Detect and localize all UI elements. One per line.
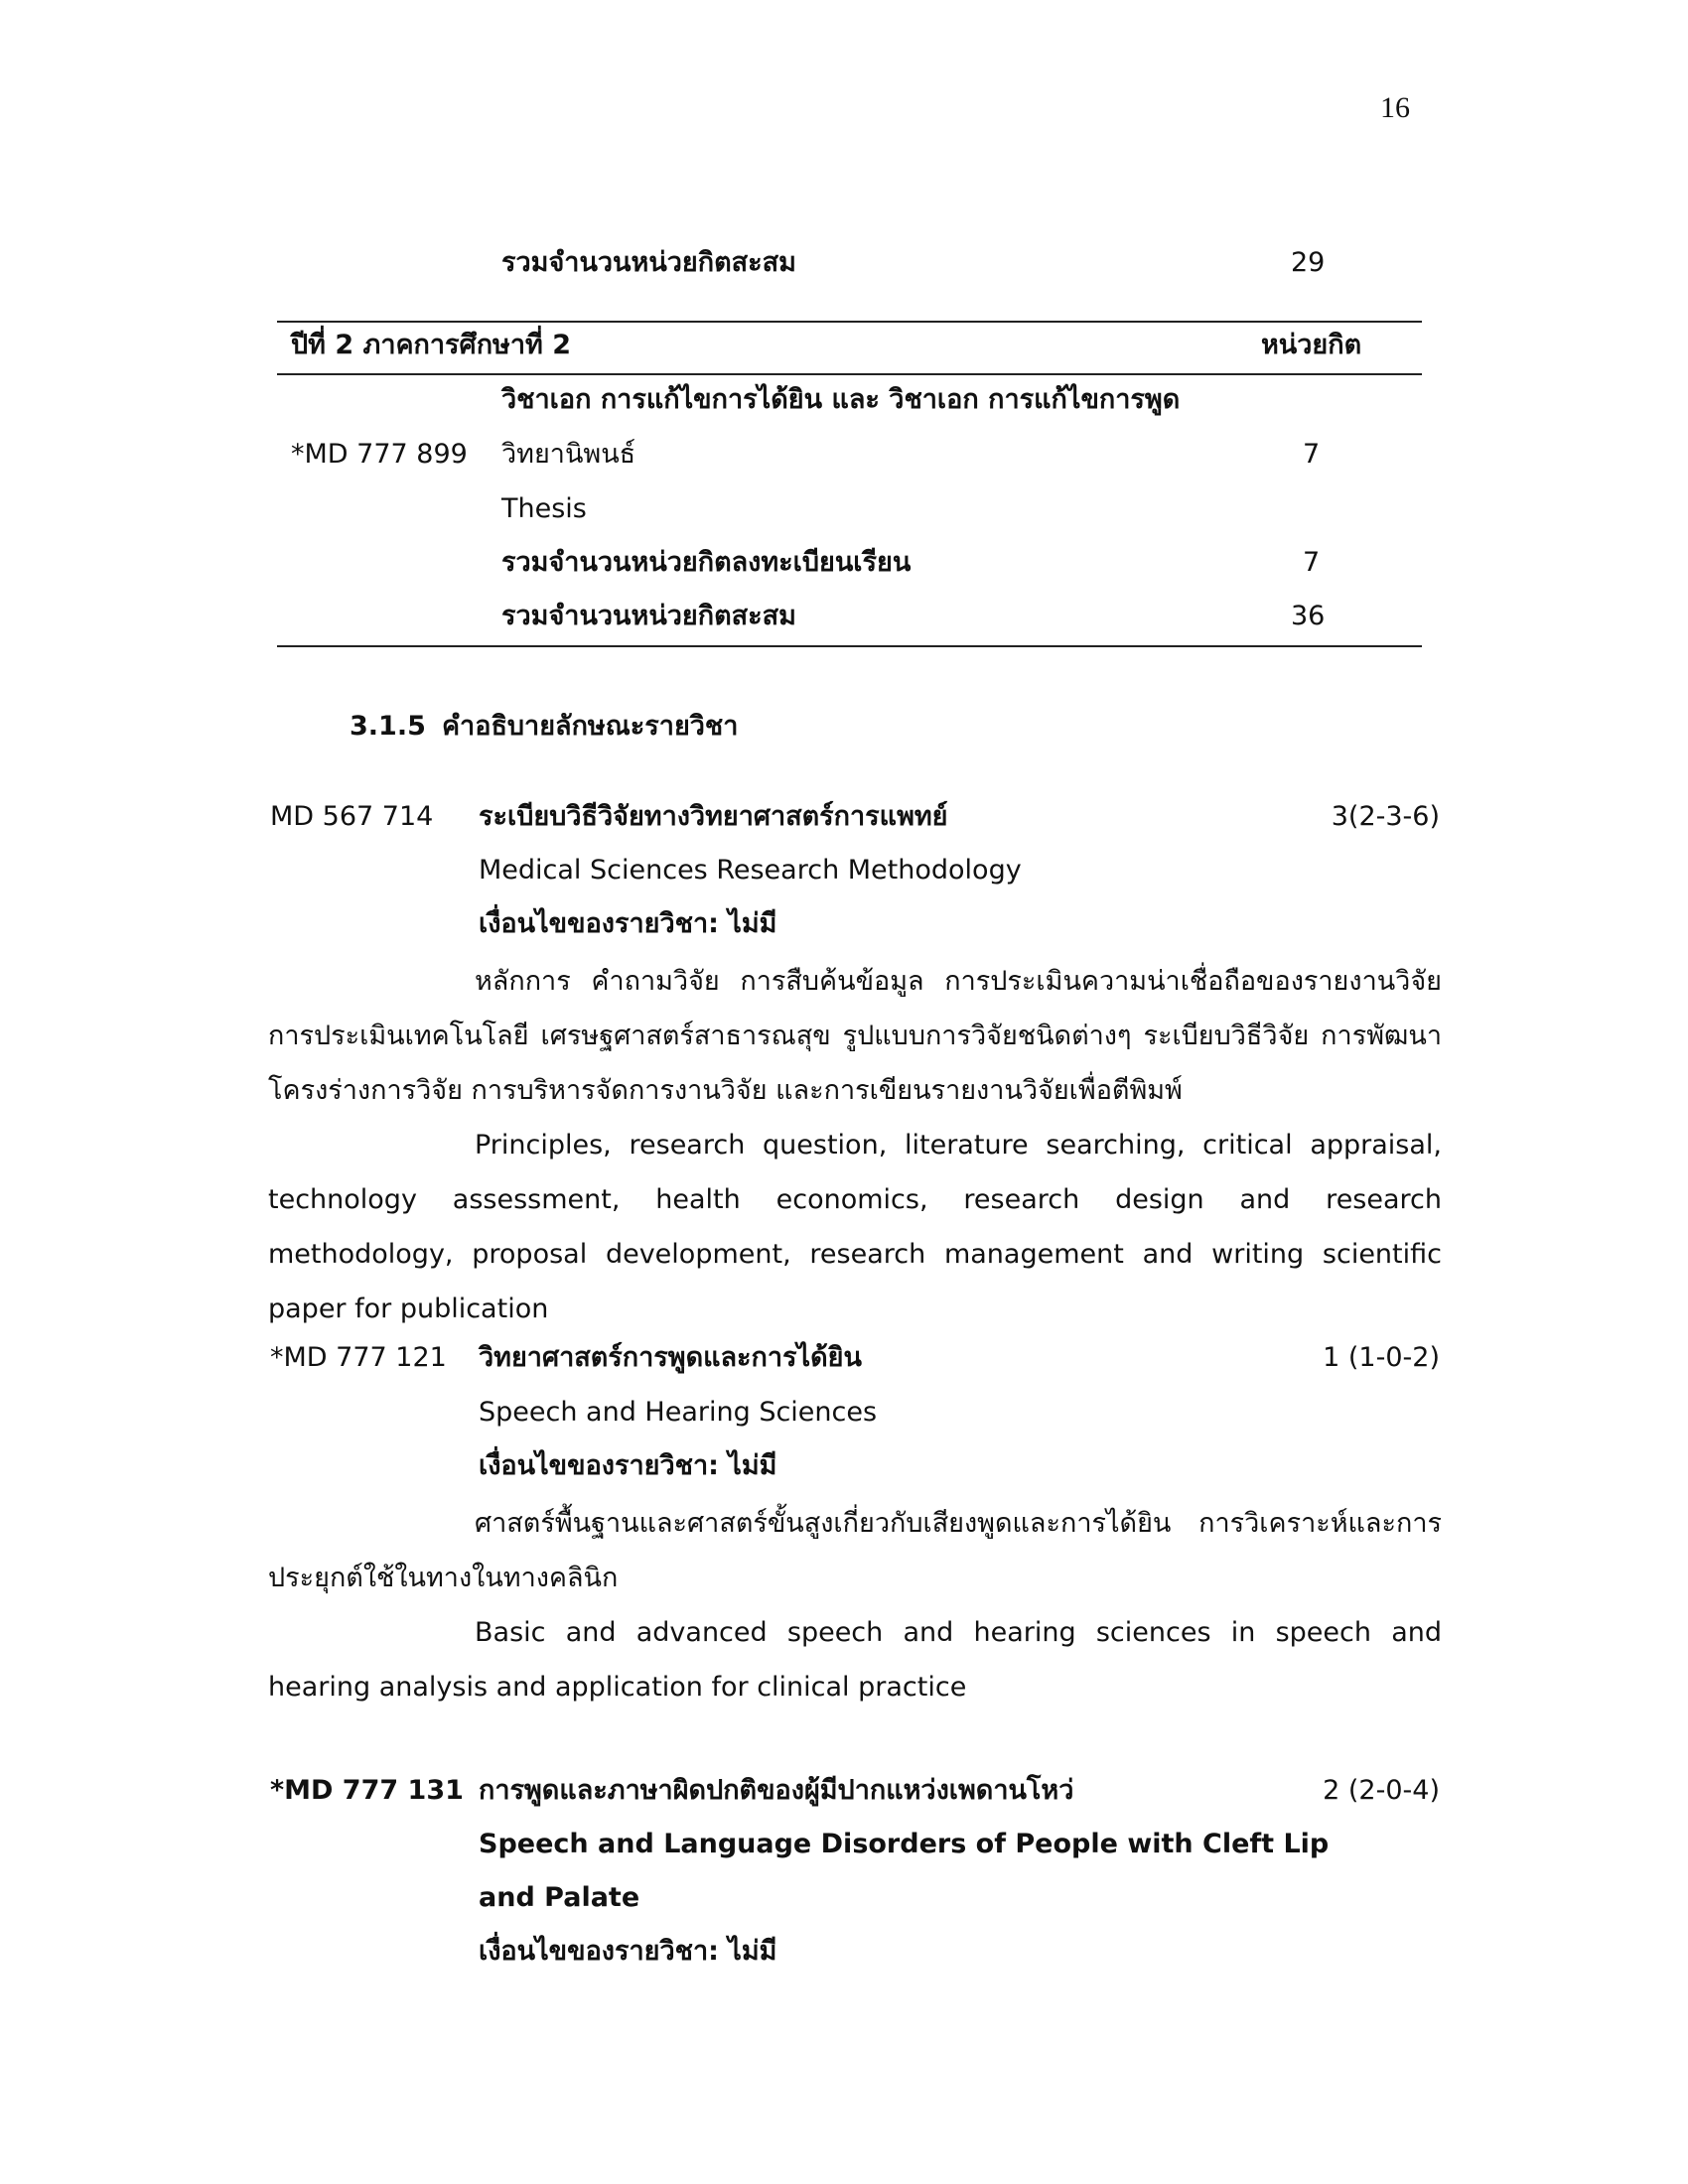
course-title-en-line1: Speech and Language Disorders of People with Cleft Lip — [479, 1829, 1330, 1859]
table-course-credits: 7 — [1303, 439, 1321, 470]
table-cumulative-label: รวมจำนวนหน่วยกิตสะสม — [501, 601, 796, 631]
table-major-line: วิชาเอก การแก้ไขการได้ยิน และ วิชาเอก การแก้ไขการพูด — [501, 384, 1181, 415]
course-code: *MD 777 121 — [270, 1342, 447, 1373]
course-title-en: Speech and Hearing Sciences — [479, 1397, 878, 1428]
course-title-en-line2: and Palate — [479, 1882, 640, 1913]
course-title-en: Medical Sciences Research Methodology — [479, 855, 1022, 886]
course-code: *MD 777 131 — [270, 1775, 464, 1806]
table-course-code: *MD 777 899 — [291, 439, 468, 470]
section-title: คำอธิบายลักษณะรายวิชา — [442, 711, 739, 742]
course-title-th: การพูดและภาษาผิดปกติของผู้มีปากแหว่งเพดานโหว่ — [479, 1775, 1074, 1806]
course-code: MD 567 714 — [270, 801, 434, 832]
table-header-rule — [277, 373, 1422, 375]
table-header-term: ปีที่ 2 ภาคการศึกษาที่ 2 — [291, 330, 571, 360]
course-prereq: เงื่อนไขของรายวิชา: ไม่มี — [479, 1450, 777, 1481]
course-title-th: ระเบียบวิธีวิจัยทางวิทยาศาสตร์การแพทย์ — [479, 801, 948, 832]
course-description-en-text: Basic and advanced speech and hearing sciences in speech and hearing analysis and application for clinical practice — [268, 1617, 1442, 1703]
course-description-th-text: ศาสตร์พื้นฐานและศาสตร์ขั้นสูงเกี่ยวกับเสียงพูดและการได้ยิน การวิเคราะห์และการประยุกต์ใช้ในทางในทางคลินิก — [268, 1508, 1442, 1593]
course-description-en-text: Principles, research question, literature searching, critical appraisal, technology assessment, health economics, research design and research methodology, proposal development, research management and writing scientific paper for publication — [268, 1130, 1442, 1324]
course-description-en — [268, 1118, 1442, 1336]
table-header-credits: หน่วยกิต — [1261, 330, 1362, 360]
table-bottom-rule — [277, 645, 1422, 647]
course-credits: 3(2-3-6) — [1331, 801, 1440, 832]
summary-cumulative-label: รวมจำนวนหน่วยกิตสะสม — [501, 247, 796, 278]
summary-cumulative-value: 29 — [1291, 247, 1326, 278]
course-description-th-text: หลักการ คำถามวิจัย การสืบค้นข้อมูล การประเมินความน่าเชื่อถือของรายงานวิจัย การประเมินเทคโนโลยี เศรษฐศาสตร์สาธารณสุข รูปแบบการวิจัยชนิดต่างๆ ระเบียบวิธีวิจัย การพัฒนาโครงร่างการวิจัย การบริหารจัดการงานวิจัย และการเขียนรายงานวิจัยเพื่อตีพิมพ์ — [268, 966, 1442, 1106]
course-credits: 1 (1-0-2) — [1323, 1342, 1440, 1373]
course-credits: 2 (2-0-4) — [1323, 1775, 1440, 1806]
course-prereq: เงื่อนไขของรายวิชา: ไม่มี — [479, 1936, 777, 1967]
section-number: 3.1.5 — [350, 711, 426, 742]
table-course-name-th: วิทยานิพนธ์ — [501, 439, 636, 470]
page-number: 16 — [1380, 91, 1410, 124]
course-title-th: วิทยาศาสตร์การพูดและการได้ยิน — [479, 1342, 862, 1373]
course-description-th — [268, 954, 1442, 1118]
table-top-rule — [277, 321, 1422, 323]
table-registered-label: รวมจำนวนหน่วยกิตลงทะเบียนเรียน — [501, 547, 912, 578]
table-registered-value: 7 — [1303, 547, 1321, 578]
course-description-en — [268, 1605, 1442, 1714]
table-cumulative-value: 36 — [1291, 601, 1326, 631]
course-description-th — [268, 1496, 1442, 1605]
course-prereq: เงื่อนไขของรายวิชา: ไม่มี — [479, 908, 777, 939]
table-course-name-en: Thesis — [501, 493, 587, 524]
